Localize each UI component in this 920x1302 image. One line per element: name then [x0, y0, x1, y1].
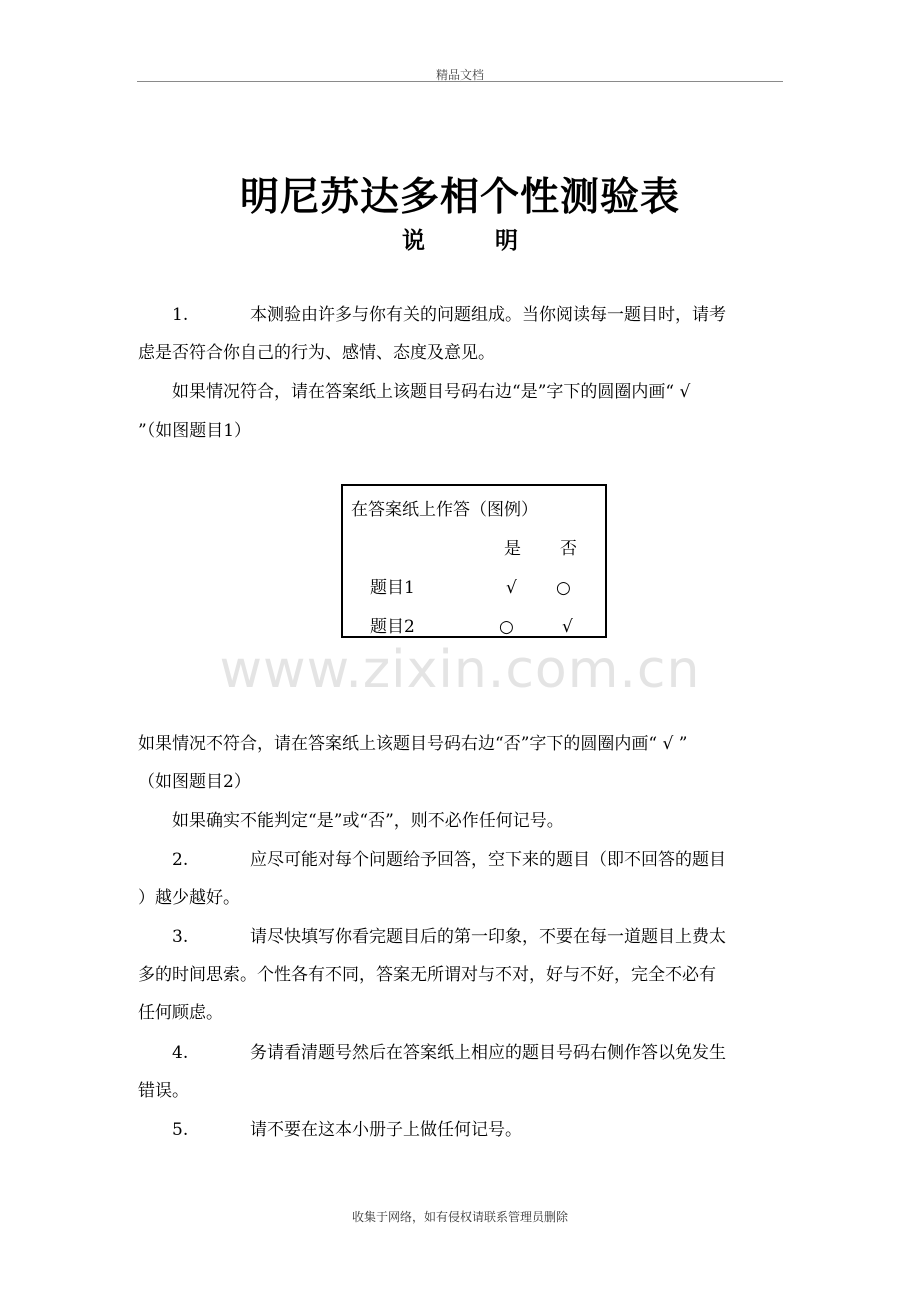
- instruction-1-line-1: [172, 304, 726, 326]
- example-caption: 在答案纸上作答（图例）: [351, 500, 538, 520]
- instruction-1-number: 1.: [172, 305, 189, 325]
- section-heading-char-2: 明: [495, 227, 518, 254]
- example-col-no: 否: [560, 539, 577, 559]
- instruction-5-line-1: [172, 1119, 522, 1141]
- no-paragraph-line-2: （如图题目2）: [138, 772, 251, 792]
- watermark: www.zixin.com.cn: [219, 640, 701, 700]
- instruction-3-line-2: 多的时间思索。个性各有不同，答案无所谓对与不对，好与不好，完全不必有: [138, 965, 716, 985]
- example-row-1-yes-check: √: [506, 578, 517, 598]
- instruction-1-line-2: 虑是否符合你自己的行为、感情、态度及意见。: [138, 343, 495, 363]
- unsure-paragraph: 如果确实不能判定“是”或“否”，则不必作任何记号。: [172, 811, 564, 831]
- header-divider: [137, 81, 783, 82]
- instruction-2-line-1: [172, 849, 726, 871]
- instruction-3-text-1: 请尽快填写你看完题目后的第一印象，不要在每一道题目上费太: [250, 927, 726, 947]
- page-footer: 收集于网络，如有侵权请联系管理员删除: [351, 1210, 568, 1224]
- instruction-4-text-1: 务请看清题号然后在答案纸上相应的题目号码右侧作答以免发生: [250, 1043, 726, 1063]
- section-heading: [0, 222, 920, 255]
- instruction-3-line-3: 任何顾虑。: [138, 1003, 223, 1023]
- answer-example-box: [341, 484, 607, 638]
- example-row-2-yes-circle: ○: [499, 617, 514, 637]
- example-col-yes: 是: [504, 539, 521, 559]
- instruction-5-number: 5.: [172, 1120, 189, 1140]
- example-row-2-no-check: √: [562, 617, 573, 637]
- instruction-3-line-1: [172, 926, 726, 948]
- instruction-3-number: 3.: [172, 927, 189, 947]
- instruction-2-text-1: 应尽可能对每个问题给予回答，空下来的题目（即不回答的题目: [250, 850, 726, 870]
- example-row-1-label: 题目1: [370, 578, 415, 598]
- yes-paragraph-line-2: ”（如图题目1）: [138, 421, 252, 441]
- instruction-4-number: 4.: [172, 1043, 189, 1063]
- example-row-2-label: 题目2: [370, 617, 415, 637]
- instruction-5-text-1: 请不要在这本小册子上做任何记号。: [250, 1120, 522, 1140]
- instruction-2-line-2: ）越少越好。: [138, 888, 240, 908]
- instruction-4-line-2: 错误。: [138, 1081, 189, 1101]
- example-row-1-no-circle: ○: [556, 578, 571, 598]
- instruction-4-line-1: [172, 1042, 726, 1064]
- document-title: 明尼苏达多相个性测验表: [239, 174, 680, 220]
- instruction-1-text-1: 本测验由许多与你有关的问题组成。当你阅读每一题目时，请考: [250, 305, 726, 325]
- yes-paragraph-line-1: 如果情况符合，请在答案纸上该题目号码右边“是”字下的圆圈内画“ √: [172, 382, 691, 402]
- page-header: 精品文档: [435, 68, 484, 82]
- section-heading-char-1: 说: [402, 227, 425, 254]
- instruction-2-number: 2.: [172, 850, 189, 870]
- no-paragraph-line-1: 如果情况不符合，请在答案纸上该题目号码右边“否”字下的圆圈内画“ √ ”: [138, 734, 688, 754]
